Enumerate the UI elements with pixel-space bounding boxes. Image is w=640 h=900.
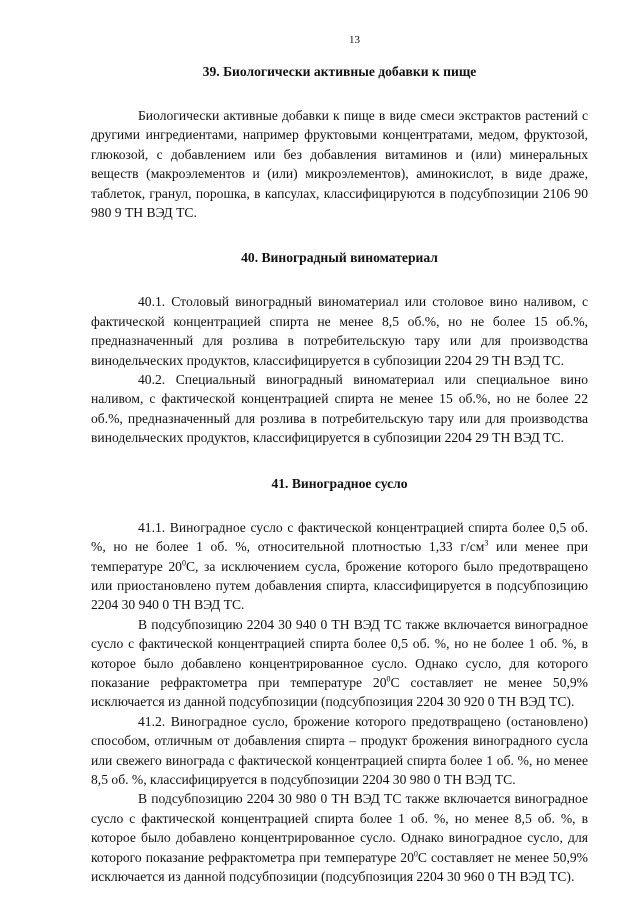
superscript: 3 [484, 538, 489, 548]
text-run: С, за исключением сусла, брожение которого было предотвращено или приостановлено путем добавления спирта, классифицируется в подсубпозицию 2204 30 940 0 ТН ВЭД ТС. [91, 558, 588, 613]
page-number: 13 [349, 34, 360, 46]
text-run: С составляет не менее 50,9% исключается из данной подсубпозиции (подсубпозиция 2204 30 920 0 ТН ВЭД ТС). [91, 674, 588, 710]
paragraph-41-1-note [91, 615, 588, 712]
text-run: Биологически активные добавки к пище в виде смеси экстрактов растений с другими ингредиентами, например фруктовыми концентратами, медом, фруктозой, глюкозой, с добавлением или без добавления витаминов и (или) минеральных веществ (макроэлементов и (или) микроэлементов), аминокислот, в виде драже, таблеток, гранул, порошка, в капсулах, классифицируются в подсубпозиции 2106 90 980 9 ТН ВЭД ТС. [91, 108, 588, 221]
paragraph-40-1 [91, 292, 588, 370]
paragraph-40-2 [91, 370, 588, 448]
superscript: 0 [181, 557, 186, 567]
section-heading-41: 41. Виноградное сусло [271, 475, 408, 491]
section-heading-39: 39. Биологически активные добавки к пище [202, 64, 477, 79]
text-run: 40.2. Специальный виноградный виноматериал или специальное вино наливом, с фактической концентрацией спирта не менее 15 об.%, но не более 22 об.%, предназначенный для розлива в потребительскую тару или для производства винодельческих продуктов, классифицируется в субпозиции 2204 29 ТН ВЭД ТС. [91, 372, 588, 446]
paragraph-41-2-note [91, 789, 588, 886]
section-heading-40: 40. Виноградный виноматериал [241, 250, 438, 266]
paragraph-41-1 [91, 518, 588, 615]
paragraph-39 [91, 106, 588, 222]
superscript: 0 [413, 849, 418, 859]
text-run: С составляет не менее 50,9% исключается из данной подсубпозиции (подсубпозиция 2204 30 960 0 ТН ВЭД ТС). [91, 849, 588, 884]
text-run: 41.1. Виноградное сусло с фактической концентрацией спирта более 0,5 об. %, но не более 1 об. %, относительной плотностью 1,33 г/см [91, 519, 588, 555]
text-run: 40.1. Столовый виноградный виноматериал или столовое вино наливом, с фактической концентрацией спирта не менее 8,5 об.%, но не более 15 об.%, предназначенный для розлива в потребительскую тару или для производства винодельческих продуктов, классифицируется в субпозиции 2204 29 ТН ВЭД ТС. [91, 294, 588, 368]
text-run: В подсубпозицию 2204 30 980 0 ТН ВЭД ТС также включается виноградное сусло с фактической концентрацией спирта более 1 об. %, но менее 8,5 об. %, в которое было добавлено концентрированное сусло. Однако виноградное сусло, для которого показание рефрактометра при температуре 20 [91, 791, 588, 865]
superscript: 0 [386, 674, 391, 684]
text-run: В подсубпозицию 2204 30 940 0 ТН ВЭД ТС также включается виноградное сусло с фактической концентрацией спирта более 0,5 об. %, но не более 1 об. %, в которое было добавлено концентрированное сусло. Однако сусло, для которого показание рефрактометра при температуре 20 [91, 616, 588, 690]
text-run: 41.2. Виноградное сусло, брожение которого предотвращено (остановлено) способом, отличным от добавления спирта – продукт брожения виноградного сусла или свежего винограда с фактической концентрацией спирта более 1 об. %, но менее 8,5 об. %, классифицируется в подсубпозиции 2204 30 980 0 ТН ВЭД ТС. [91, 713, 588, 787]
text-run: или менее при температуре 20 [91, 539, 588, 574]
paragraph-41-2 [91, 712, 588, 790]
